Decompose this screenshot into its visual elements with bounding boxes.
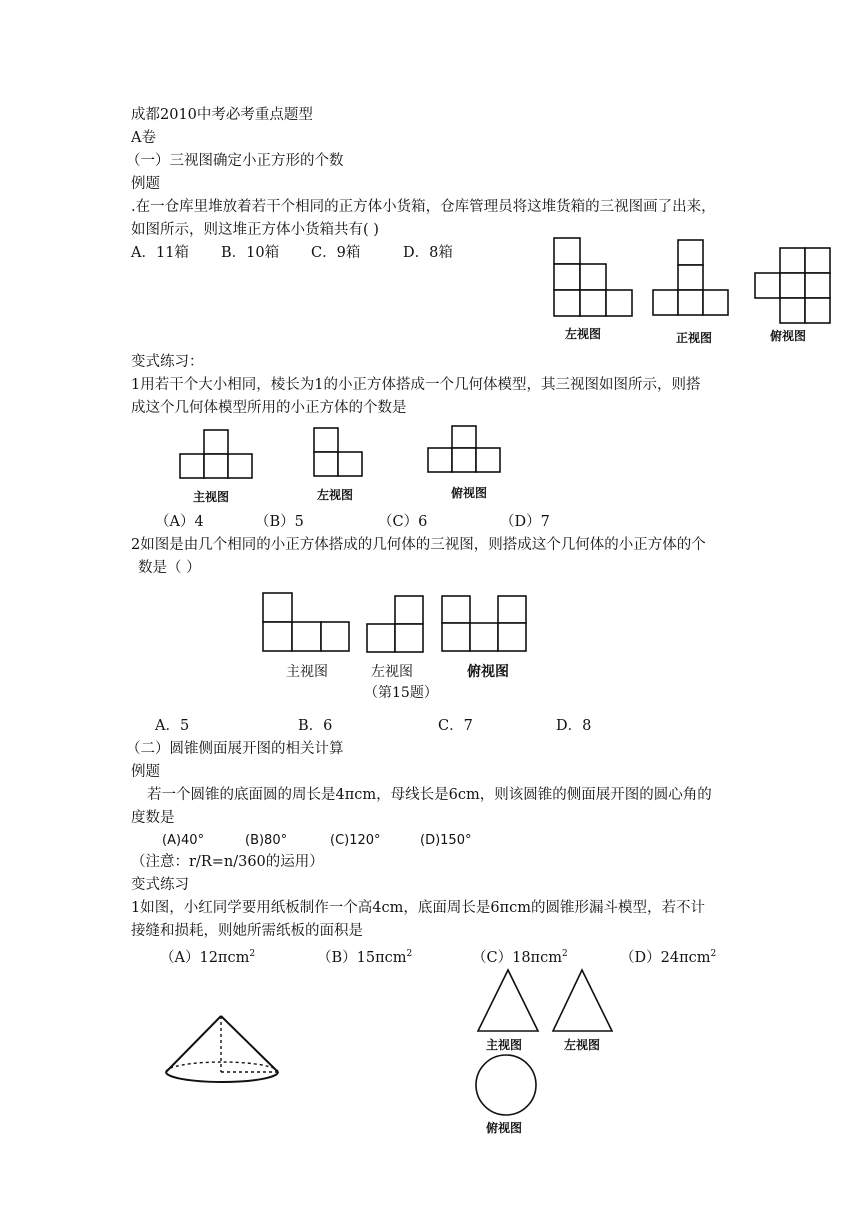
cone-left-view-drawing [553,970,612,1031]
example-three-views-figure [548,232,838,324]
section1-q2-option-c: C．7 [438,718,473,734]
q1-left-view-drawing [314,428,362,476]
section1-example-line1: .在一仓库里堆放着若干个相同的正方体小货箱，仓库管理员将这堆货箱的三视图画了出来， [131,199,716,215]
section1-q1-option-a: （A）4 [155,514,204,530]
section2-example-option-d: (D)150° [420,833,472,848]
cone-figure [158,1012,288,1104]
section2-q1-option-b: （B）15πcm$^2$ [317,949,413,966]
q2-caption-top-view: 俯视图 [467,664,509,680]
cone-caption-top-view: 俯视图 [486,1121,523,1135]
section2-q1-option-d: （D）24πcm$^2$ [620,949,717,966]
section1-q1-option-d: （D）7 [500,514,550,530]
q2-caption-front-view: 主视图 [286,664,328,680]
q2-caption-left-view: 左视图 [371,664,413,680]
section1-example-option-a: A．11箱 [131,245,189,261]
section2-q1-option-c: （C）18πcm$^2$ [472,949,568,966]
volume-label: A卷 [131,130,156,146]
section1-q1-option-c: （C）6 [378,514,428,530]
section1-example-line2: 如图所示，则这堆正方体小货箱共有( ) [131,222,379,238]
section1-example-option-b: B．10箱 [221,245,280,261]
section1-q1-line1: 1用若干个大小相同，棱长为1的小正方体搭成一个几何体模型，其三视图如图所示，则搭 [131,377,701,393]
section2-q1-line2: 接缝和损耗，则她所需纸板的面积是 [131,923,363,939]
page-title: 成都2010中考必考重点题型 [131,107,313,123]
cone-caption-left-view: 左视图 [564,1038,601,1052]
q2-left-view-drawing [367,596,423,652]
section1-q1-option-b: （B）5 [255,514,304,530]
section2-example-label: 例题 [131,764,160,780]
section1-q2-option-d: D．8 [556,718,592,734]
section2-example-option-a: (A)40° [162,833,205,848]
q2-front-view-drawing [263,593,349,651]
q1-caption-left-view: 左视图 [317,488,354,502]
cone-front-view-drawing [478,970,538,1031]
section2-variant-label: 变式练习 [131,877,189,893]
section2-title: （二）圆锥侧面展开图的相关计算 [126,741,344,757]
q1-front-view-drawing [180,430,252,478]
section2-example-line2: 度数是 [131,810,175,826]
cone-top-view-drawing [476,1055,536,1115]
section2-example-option-c: (C)120° [330,833,381,848]
q1-caption-front-view: 主视图 [193,490,230,504]
left-view-drawing [554,238,632,316]
section2-example-option-b: (B)80° [245,833,288,848]
section1-q2-option-b: B．6 [298,718,333,734]
q2-three-views-figure [260,590,532,656]
example-caption-left-view: 左视图 [565,327,602,341]
q1-top-view-drawing [428,426,500,472]
section2-note: （注意：r/R=n/360的运用） [131,854,324,870]
section1-q2-line2: 数是（ ） [138,560,201,576]
front-view-drawing [653,240,728,315]
example-caption-front-view: 正视图 [676,331,713,345]
section1-example-label: 例题 [131,176,160,192]
section2-example-line1: 若一个圆锥的底面圆的周长是4πcm，母线长是6cm，则该圆锥的侧面展开图的圆心角的 [147,787,712,803]
section1-example-option-d: D．8箱 [403,245,453,261]
example-caption-top-view: 俯视图 [770,329,807,343]
q2-top-view-drawing [442,596,526,651]
section1-q2-option-a: A．5 [155,718,190,734]
top-view-drawing [755,248,830,323]
section2-q1-line1: 1如图，小红同学要用纸板制作一个高4cm，底面周长是6πcm的圆锥形漏斗模型，若不计 [131,900,705,916]
section1-q2-line1: 2如图是由几个相同的小正方体搭成的几何体的三视图，则搭成这个几何体的小正方体的个 [131,537,706,553]
cone-caption-front-view: 主视图 [486,1038,523,1052]
section1-q1-line2: 成这个几何体模型所用的小正方体的个数是 [131,400,407,416]
section2-q1-option-a: （A）12πcm$^2$ [160,949,256,966]
section1-title: （一）三视图确定小正方形的个数 [126,153,344,169]
q1-three-views-figure [176,424,506,484]
section1-example-option-c: C．9箱 [311,245,361,261]
section1-variant-label: 变式练习： [131,354,204,370]
q1-caption-top-view: 俯视图 [451,486,488,500]
q2-figure-number: （第15题） [364,685,438,701]
